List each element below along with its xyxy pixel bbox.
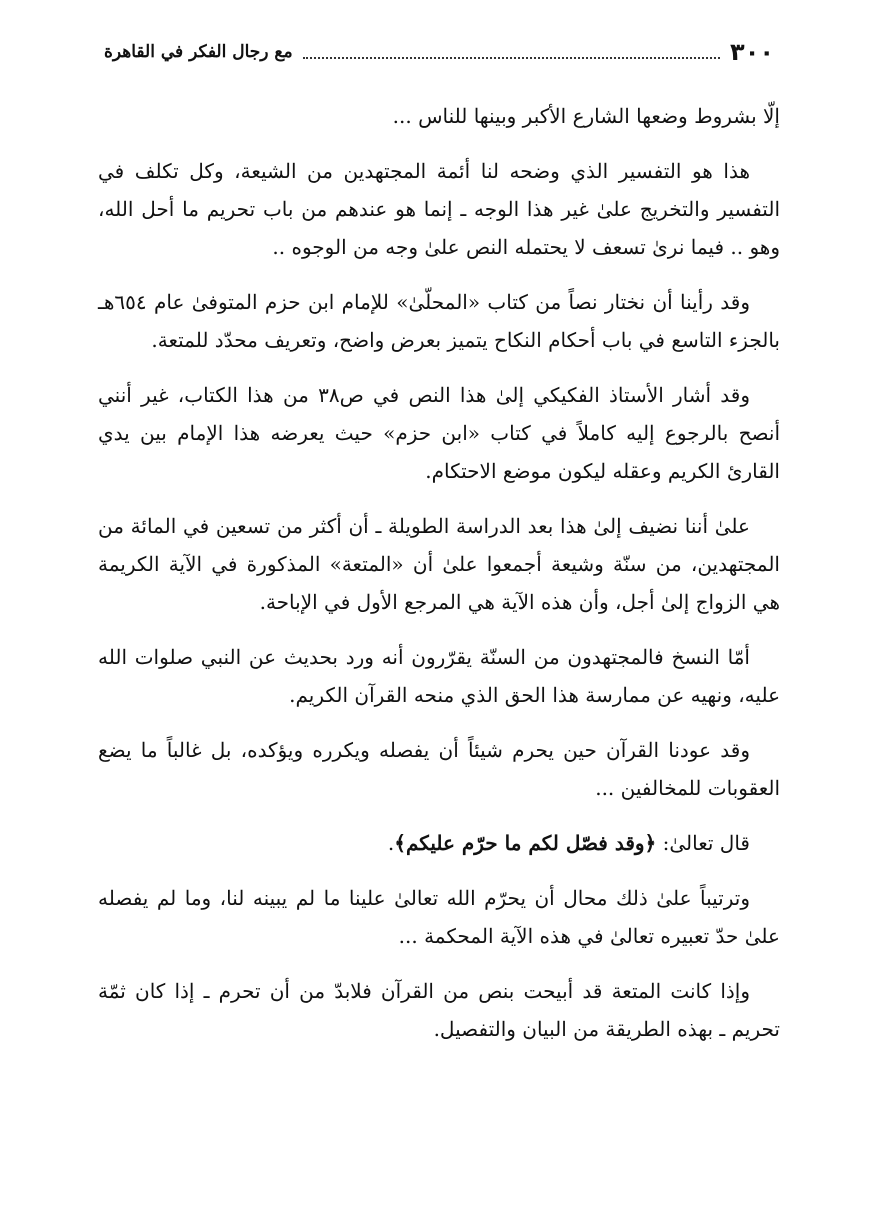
paragraph: علىٰ أننا نضيف إلىٰ هذا بعد الدراسة الطويلة ـ أن أكثر من تسعين في المائة من المجتهدين، من سنّة وشيعة أجمعوا علىٰ أن «المتعة» المذكورة في الآية الكريمة هي الزواج إلىٰ أجل، وأن هذه الآية هي المرجع الأول في الإباحة. <box>98 514 780 614</box>
page-number: ٣٠٠ <box>730 38 774 66</box>
paragraph: وقد أشار الأستاذ الفكيكي إلىٰ هذا النص في ص٣٨ من هذا الكتاب، غير أنني أنصح بالرجوع إليه كاملاً في كتاب «ابن حزم» حيث يعرضه هذا الإمام بين يدي القارئ الكريم وعقله ليكون موضع الاحتكام. <box>98 383 780 483</box>
header-leader-dots <box>303 57 720 59</box>
running-title: مع رجال الفكر في القاهرة <box>104 42 293 62</box>
paragraph: وقد عودنا القرآن حين يحرم شيئاً أن يفصله ويكرره ويؤكده، بل غالباً ما يضع العقوبات للمخالفين ... <box>98 738 780 800</box>
paragraph: إلّا بشروط وضعها الشارع الأكبر وبينها للناس ... <box>392 104 780 128</box>
paragraph: وإذا كانت المتعة قد أبيحت بنص من القرآن فلابدّ من أن تحرم ـ إذا كان ثمّة تحريم ـ بهذه الطريقة من البيان والتفصيل. <box>98 979 780 1041</box>
paragraph: وترتيباً علىٰ ذلك محال أن يحرّم الله تعالىٰ علينا ما لم يبينه لنا، وما لم يفصله علىٰ حدّ تعبيره تعالىٰ في هذه الآية المحكمة ... <box>98 886 780 948</box>
running-header <box>104 34 774 70</box>
verse-end: . <box>387 831 395 855</box>
quran-verse: ﴿وقد فصّل لكم ما حرّم عليكم﴾ <box>394 831 657 855</box>
verse-intro: قال تعالىٰ: <box>656 831 750 855</box>
paragraph: وقد رأينا أن نختار نصاً من كتاب «المحلّىٰ» للإمام ابن حزم المتوفىٰ عام ٦٥٤هـ بالجزء التاسع في باب أحكام النكاح يتميز بعرض واضح، وتعريف محدّد للمتعة. <box>98 290 780 352</box>
paragraph: هذا هو التفسير الذي وضحه لنا أئمة المجتهدين من الشيعة، وكل تكلف في التفسير والتخريج علىٰ غير هذا الوجه ـ إنما هو عندهم من باب تحريم ما أحل الله، وهو .. فيما نرىٰ تسعف لا يحتمله النص علىٰ وجه من الوجوه .. <box>98 159 780 259</box>
body-text <box>98 97 780 1065</box>
verse-paragraph <box>98 824 780 862</box>
paragraph: أمّا النسخ فالمجتهدون من السنّة يقرّرون أنه ورد بحديث عن النبي صلوات الله عليه، ونهيه عن ممارسة هذا الحق الذي منحه القرآن الكريم. <box>98 645 780 707</box>
